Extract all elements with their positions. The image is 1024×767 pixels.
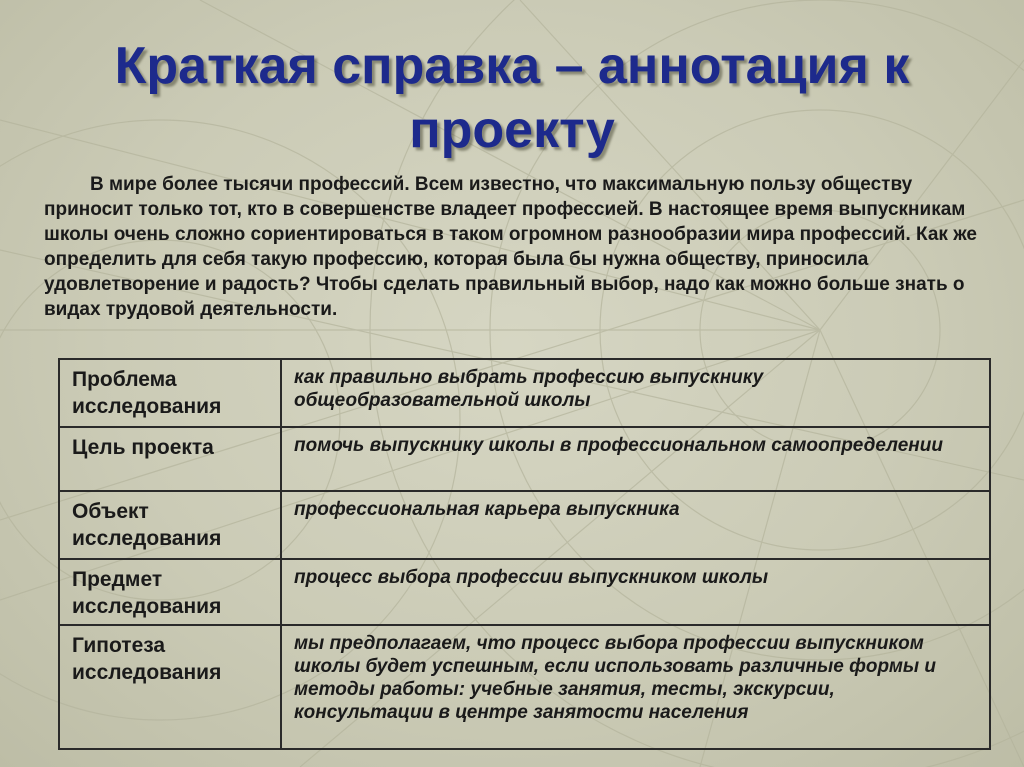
table-row (59, 491, 990, 559)
row-value: процесс выбора профессии выпускником школы (281, 559, 990, 625)
row-label (59, 625, 281, 749)
slide-title-line2: проекту (409, 101, 615, 159)
slide-title-line1: Краткая справка – аннотация к (114, 37, 910, 95)
row-label-line: Проблема (72, 368, 177, 391)
intro-paragraph: В мире более тысячи профессий. Всем известно, что максимальную пользу обществу приносит только тот, кто в совершенстве владеет профессией. В настоящее время выпускникам школы очень сложно сориентироваться в таком огромном разнообразии мира профессий. Как же определить для себя такую профессию, которая была бы нужна обществу, приносила удовлетворение и радость? Чтобы сделать правильный выбор, надо как можно больше знать о видах трудовой деятельности. (44, 174, 977, 320)
row-value: помочь выпускнику школы в профессиональном самоопределении (281, 427, 990, 491)
row-label-line: исследования (72, 527, 222, 550)
row-label-line: Цель проекта (72, 436, 214, 459)
table-row (59, 359, 990, 427)
row-label-line: Объект (72, 500, 149, 523)
row-value: мы предполагаем, что процесс выбора профессии выпускником школы будет успешным, если использовать различные формы и методы работы: учебные занятия, тесты, экскурсии, консультации в центре занятости населения (281, 625, 990, 749)
row-label-line: исследования (72, 395, 222, 418)
row-label-line: исследования (72, 595, 222, 618)
project-annotation-table (58, 358, 991, 750)
slide-title (0, 34, 1024, 162)
row-value: профессиональная карьера выпускника (281, 491, 990, 559)
table-row (59, 625, 990, 749)
row-label-line: исследования (72, 661, 222, 684)
row-label (59, 491, 281, 559)
row-label-line: Гипотеза (72, 634, 166, 657)
table-row (59, 559, 990, 625)
row-value: как правильно выбрать профессию выпускнику общеобразовательной школы (281, 359, 990, 427)
row-label (59, 359, 281, 427)
table-row (59, 427, 990, 491)
row-label (59, 427, 281, 491)
row-label (59, 559, 281, 625)
row-label-line: Предмет (72, 568, 163, 591)
